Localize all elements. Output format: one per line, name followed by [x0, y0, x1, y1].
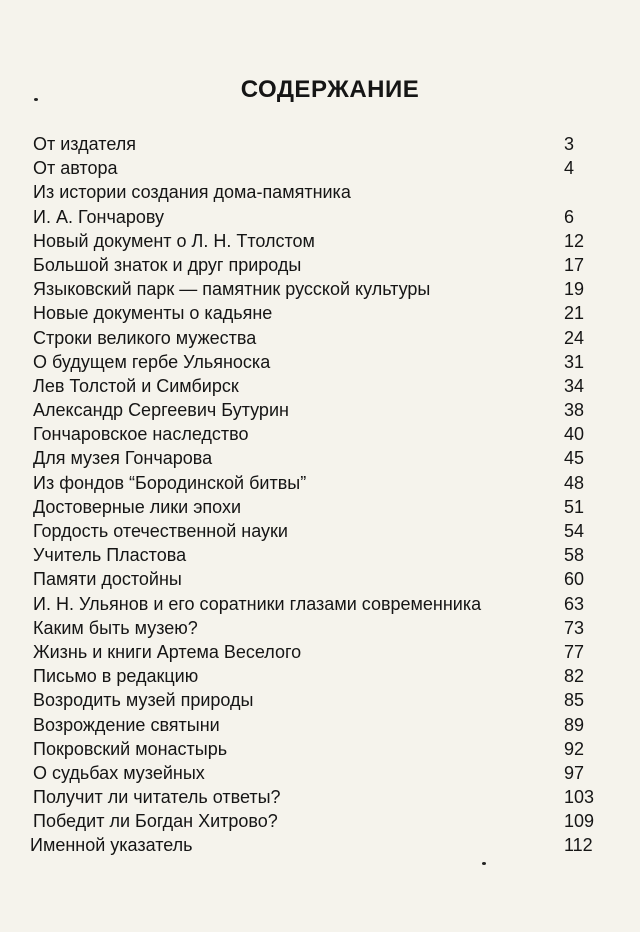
toc-entry-title: Учитель Пластова [33, 545, 187, 566]
toc-entry [0, 326, 640, 350]
toc-entry-title: Победит ли Богдан Хитрово? [33, 811, 278, 832]
toc-entry-title: Памяти достойны [33, 569, 182, 590]
toc-entry [0, 471, 640, 495]
toc-entry [0, 688, 640, 712]
page-title: СОДЕРЖАНИЕ [240, 76, 420, 103]
toc-entry [0, 446, 640, 470]
toc-entry [0, 253, 640, 277]
toc-entry-page: 85 [564, 690, 585, 711]
toc-entry [0, 495, 640, 519]
toc-entry-page: 103 [564, 787, 595, 808]
toc-entry [0, 616, 640, 640]
toc-entry [0, 567, 640, 591]
toc-entry-page: 82 [564, 666, 585, 687]
toc-entry-title: Новый документ о Л. Н. Ттолстом [33, 230, 315, 251]
toc-entry-page: 92 [564, 738, 585, 759]
toc-entry-title: Из фондов “Бородинской битвы” [33, 472, 307, 493]
toc-entry [0, 374, 640, 398]
toc-entry [0, 205, 640, 229]
toc-entry-title: Именной указатель [30, 835, 193, 856]
toc-entry [0, 592, 640, 616]
toc-entry-title: Жизнь и книги Артема Веселого [33, 641, 302, 662]
toc-entry-page: 51 [564, 496, 585, 517]
toc-entry-title: Возродить музей природы [33, 690, 254, 711]
toc-entry-page: 3 [564, 134, 575, 154]
toc-entry-page: 45 [564, 448, 585, 469]
toc-entry-title: Письмо в редакцию [33, 666, 199, 687]
toc-entry [0, 713, 640, 737]
toc-entry [0, 809, 640, 833]
toc-entry-title: От автора [33, 158, 118, 179]
toc-entry-page: 38 [564, 400, 585, 421]
toc-entry-title: Из истории создания дома-памятника [33, 182, 351, 203]
toc-entry-title: Новые документы о кадьяне [33, 303, 273, 324]
toc-entry [0, 422, 640, 446]
toc-entry [0, 833, 640, 857]
toc-entry-page: 4 [564, 158, 575, 179]
toc-entry-title: Гончаровское наследство [33, 424, 249, 445]
toc-entry-title: От издателя [33, 134, 136, 154]
toc-entry-page: 73 [564, 617, 585, 638]
toc-entry [0, 761, 640, 785]
toc-entry-page: 63 [564, 593, 585, 614]
toc-entry-title: Каким быть музею? [33, 617, 198, 638]
ink-speck [34, 98, 38, 101]
toc-entry-title: Гордость отечественной науки [33, 521, 288, 541]
toc-entry-page: 89 [564, 714, 585, 735]
toc-entry-title: Для музея Гончарова [33, 448, 213, 469]
toc-entry-page: 19 [564, 279, 585, 300]
toc-entry-page: 17 [564, 254, 585, 275]
toc-entry [0, 277, 640, 301]
toc-entry-title: И. А. Гончарову [33, 206, 165, 227]
toc-entry-title: Достоверные лики эпохи [33, 496, 242, 517]
toc-entry-page: 12 [564, 230, 585, 251]
toc-entry-page: 54 [564, 521, 585, 541]
toc-entry [0, 737, 640, 761]
toc-entry-title: Строки великого мужества [33, 327, 257, 348]
toc-entry [0, 132, 640, 156]
toc-entry [0, 180, 640, 204]
toc-entry-title: Получит ли читатель ответы? [33, 787, 281, 808]
toc-entry-page: 21 [564, 303, 585, 324]
toc-entry-page: 40 [564, 424, 585, 445]
toc-entry-title: Лев Толстой и Симбирск [33, 375, 239, 396]
toc-entry-page: 77 [564, 641, 585, 662]
toc-entry-title: Покровский монастырь [33, 738, 228, 759]
toc-entry-title: Александр Сергеевич Бутурин [33, 400, 289, 421]
toc-entry-title: О будущем гербе Ульяноска [33, 351, 271, 372]
table-of-contents [0, 132, 640, 858]
toc-entry [0, 301, 640, 325]
toc-entry-page: 58 [564, 545, 585, 566]
toc-entry-page: 31 [564, 351, 585, 372]
toc-entry-page: 112 [564, 835, 593, 856]
toc-entry [0, 785, 640, 809]
toc-entry-title: И. Н. Ульянов и его соратники глазами современника [33, 593, 482, 614]
toc-entry [0, 156, 640, 180]
toc-entry [0, 543, 640, 567]
toc-entry-title: Большой знаток и друг природы [33, 254, 302, 275]
ink-speck [482, 862, 486, 865]
toc-entry-title: Возрождение святыни [33, 714, 220, 735]
toc-entry [0, 519, 640, 543]
toc-entry-page: 34 [564, 375, 585, 396]
toc-entry-title: О судьбах музейных [33, 762, 205, 783]
toc-entry-page: 60 [564, 569, 585, 590]
toc-entry-page: 109 [564, 811, 595, 832]
toc-entry [0, 640, 640, 664]
toc-entry-page: 24 [564, 327, 585, 348]
toc-entry-page: 48 [564, 472, 585, 493]
toc-entry [0, 350, 640, 374]
toc-entry [0, 229, 640, 253]
toc-entry [0, 398, 640, 422]
toc-entry-title: Языковский парк — памятник русской культуры [33, 279, 431, 300]
toc-entry [0, 664, 640, 688]
toc-entry-page: 97 [564, 762, 585, 783]
toc-entry-page: 6 [564, 206, 575, 227]
